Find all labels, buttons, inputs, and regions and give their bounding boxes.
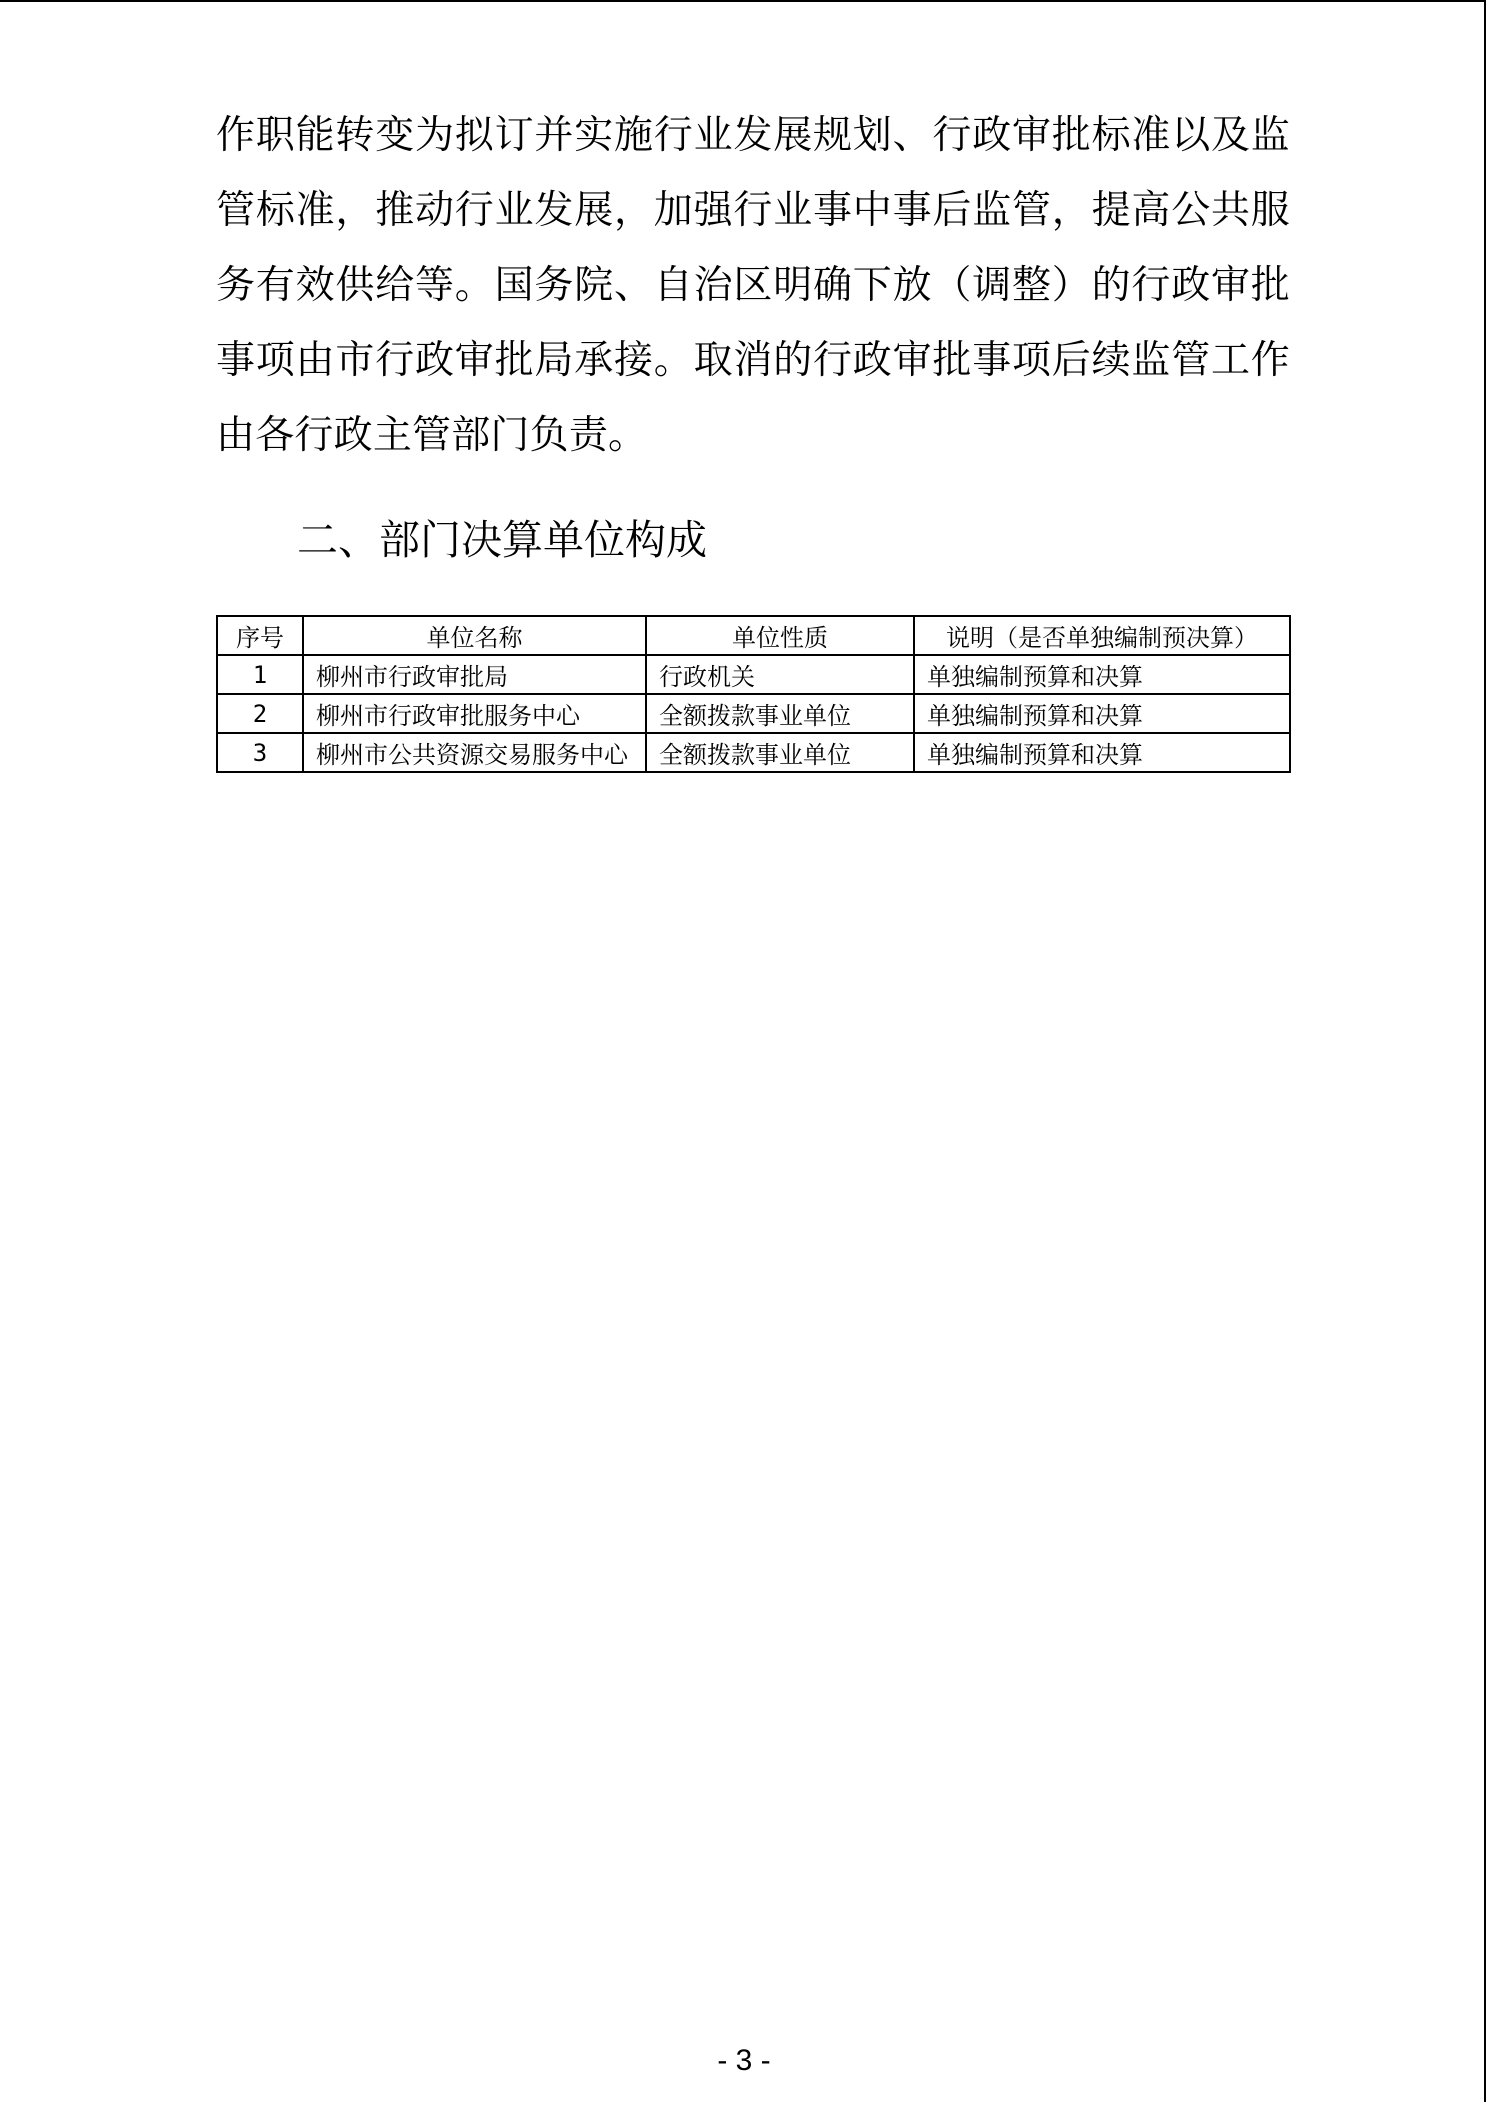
cell-unit-name: 柳州市公共资源交易服务中心 xyxy=(303,733,646,772)
paragraph-line: 标准，推动行业发展，加强行业事中事后监管，提高公共服务有 xyxy=(216,188,1291,308)
paragraph-line: 效供给等。国务院、自治区明确下放（调整）的行政审批事项由 xyxy=(216,263,1290,383)
cell-note: 单独编制预算和决算 xyxy=(914,655,1290,694)
cell-number: 3 xyxy=(217,733,303,772)
section-heading: 二、部门决算单位构成 xyxy=(297,516,707,564)
header-cell-unit-type: 单位性质 xyxy=(646,616,914,655)
table-header-row xyxy=(217,616,1290,655)
cell-note: 单独编制预算和决算 xyxy=(914,694,1290,733)
unit-table xyxy=(216,615,1291,773)
cell-unit-type: 全额拨款事业单位 xyxy=(646,694,914,733)
cell-number: 2 xyxy=(217,694,303,733)
cell-unit-name: 柳州市行政审批局 xyxy=(303,655,646,694)
paragraph-line: 作职能转变为拟订并实施行业发展规划、行政审批标准以及监管 xyxy=(216,113,1290,233)
cell-number: 1 xyxy=(217,655,303,694)
cell-unit-name: 柳州市行政审批服务中心 xyxy=(303,694,646,733)
paragraph-line: 主管部门负责。 xyxy=(372,413,648,458)
header-cell-unit-name: 单位名称 xyxy=(303,616,646,655)
header-cell-note: 说明（是否单独编制预决算） xyxy=(914,616,1290,655)
header-cell-number: 序号 xyxy=(217,616,303,655)
body-paragraph xyxy=(216,98,1290,473)
table-row xyxy=(217,733,1290,772)
page-number: - 3 - xyxy=(717,2044,771,2077)
table-row xyxy=(217,655,1290,694)
paragraph-line: 市行政审批局承接。取消的行政审批事项后续监管工作由各行政 xyxy=(216,338,1290,458)
cell-unit-type: 全额拨款事业单位 xyxy=(646,733,914,772)
cell-unit-type: 行政机关 xyxy=(646,655,914,694)
table-row xyxy=(217,694,1290,733)
cell-note: 单独编制预算和决算 xyxy=(914,733,1290,772)
